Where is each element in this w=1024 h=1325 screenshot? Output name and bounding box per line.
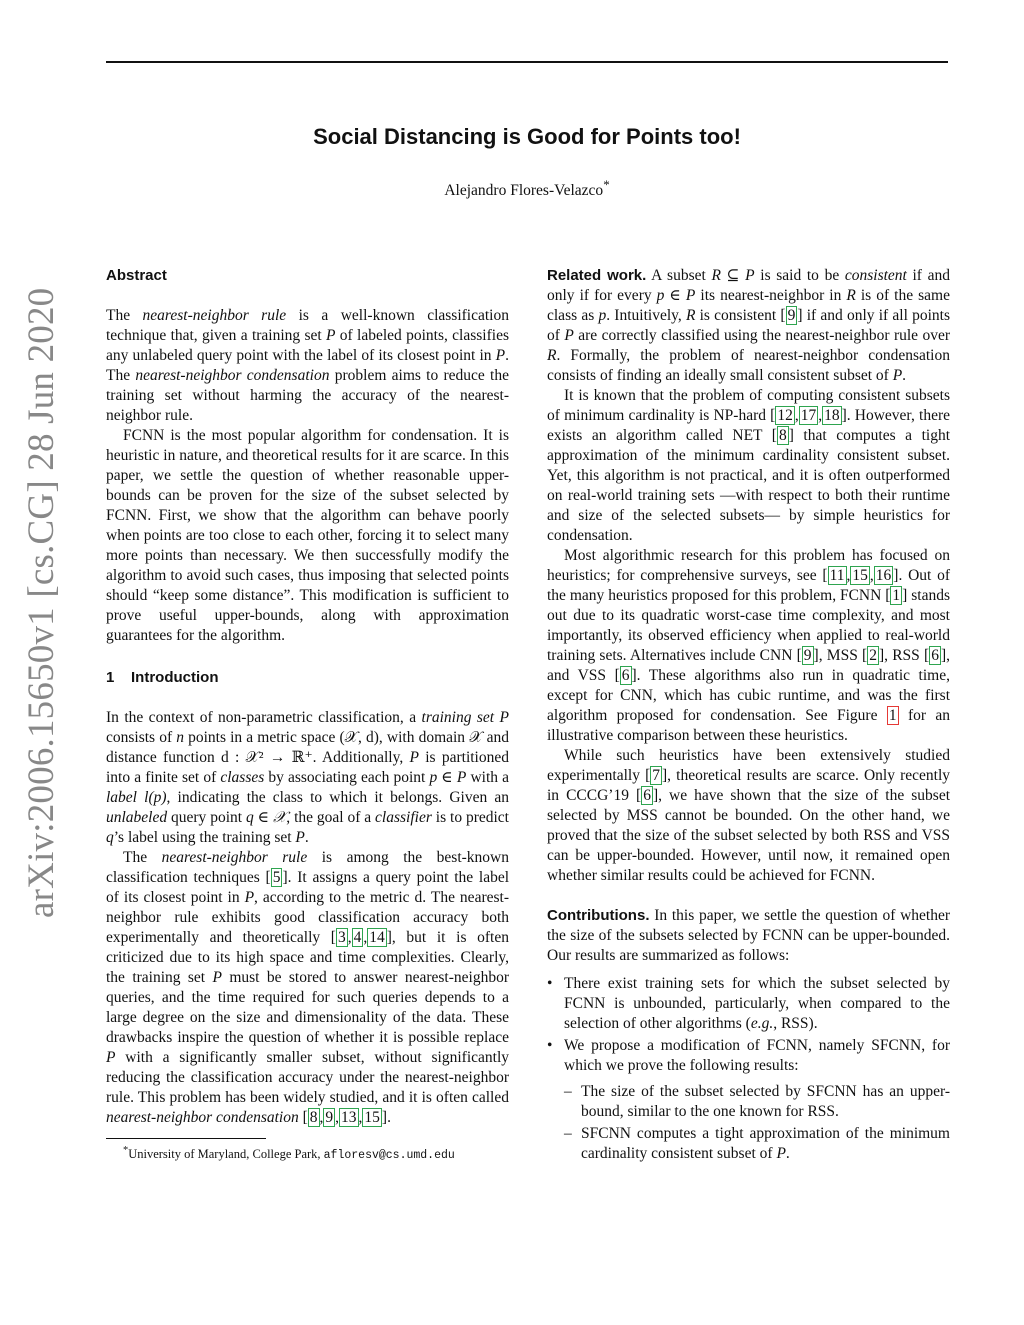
arxiv-side-label: arXiv:2006.15650v1 [cs.CG] 28 Jun 2020 — [21, 287, 62, 918]
citation-link[interactable]: 8 — [778, 427, 787, 444]
related-work-paragraph-2: It is known that the problem of computing consistent subsets of minimum cardinality is NP-hard [ 12 , 17 , 18 ]. However, there exists an algorithm called NET [ 8 ] that computes a tight approximation of the minimum cardinality consistent subset. Yet, this algorithm is not practical, and it is often outperformed on real-world training sets —with respect to both their runtime and size of the selected subsets— by simple heuristics for condensation. — [547, 387, 950, 544]
paragraph-gap — [547, 886, 950, 906]
citation-link[interactable]: 8 — [309, 1109, 318, 1126]
citation-link[interactable]: 17 — [800, 407, 817, 424]
section-title: Introduction — [131, 669, 219, 686]
author-email[interactable]: afloresv@cs.umd.edu — [323, 1149, 455, 1163]
top-rule — [106, 61, 948, 63]
contributions-heading: Contributions. — [547, 907, 650, 924]
footnote: *University of Maryland, College Park, afloresv@cs.umd.edu — [123, 1145, 455, 1163]
section-heading-introduction — [106, 668, 509, 688]
citation-link[interactable]: 6 — [621, 667, 630, 684]
paper-title: Social Distancing is Good for Points too! — [313, 124, 741, 149]
figure-link[interactable]: 1 — [888, 707, 897, 724]
citation-link[interactable]: 11 — [829, 567, 845, 584]
related-work-paragraph-3: Most algorithmic research for this problem has focused on heuristics; for comprehensive surveys, see [ 11 , 15 , 16 ]. Out of the many heuristics proposed for this problem, FCNN [ 1 ] stands out due to its quadratic worst-case time complexity, and most importantly, its observed efficiency when applied to real-world training sets. Alternatives include CNN [ 9 ], MSS [ 2 ], RSS [ 6 ], and VSS [ 6 ]. These algorithms also run in quadratic time, except for CNN, which has cubic runtime, and was the first algorithm proposed for condensation. See Figure 1 for an illustrative comparison between these heuristics. — [547, 547, 950, 744]
intro-paragraph-1: In the context of non-parametric classification, a training set P consists of n points in a metric space (𝒳, d), with domain 𝒳 and distance function d : 𝒳² → ℝ⁺. Additionally, P is partitioned into a finite set of classes by associating each point p ∈ P with a label l(p), indicating the class to which it belongs. Given an unlabeled query point q ∈ 𝒳, the goal of a classifier is to predict q’s label using the training set P. — [106, 709, 510, 846]
citation-link[interactable]: 16 — [875, 567, 892, 584]
abstract-paragraph-2: FCNN is the most popular algorithm for condensation. It is heuristic in nature, and theoretical results for it are scarce. In this paper, we settle the question of whether reasonable upper-bounds can be proven for the size of the subset selected by FCNN. First, we show that the algorithm can behave poorly when points are too close to each other, forcing it to select many more points than necessary. We then successfully modify the algorithm to avoid such cases, thus imposing that selected points should “keep some distance”. This modification is sufficient to prove useful upper-bounds, along with approximation guarantees for the algorithm. — [106, 427, 509, 644]
citation-link[interactable]: 5 — [272, 869, 281, 886]
citation-link[interactable]: 14 — [369, 929, 385, 946]
list-item: – SFCNN computes a tight approximation of the minimum cardinality consistent subset of P. — [581, 1124, 950, 1164]
intro-paragraph-2: The nearest-neighbor rule is among the best-known classification techniques [ 5 ]. It assigns a query point the label of its closest point in P, according to the metric d. The nearest-neighbor rule exhibits good classification accuracy both experimentally and theoretically [ 3 , 4 , 14 ], but it is often criticized due to its high space and time complexities. Clearly, the training set P must be stored to answer nearest-neighbor queries, and the time required for such queries depends to a large degree on the size and dimensionality of the data. These drawbacks inspire the question of whether it is possible replace P with a significantly smaller subset, without significantly reducing the classification accuracy under the nearest-neighbor rule. This problem has been widely studied, and it is often called nearest-neighbor condensation [ 8 , 9 , 13 , 15 ]. — [106, 849, 510, 1126]
left-column — [106, 266, 509, 1164]
citation-link[interactable]: 13 — [341, 1109, 357, 1126]
citation-link[interactable]: 12 — [777, 407, 793, 424]
author-name: Alejandro Flores-Velazco — [444, 182, 604, 200]
section-number: 1 — [106, 669, 115, 686]
abstract-heading: Abstract — [106, 267, 167, 284]
footnote-rule — [106, 1138, 266, 1139]
abstract-paragraph-1: The nearest-neighbor rule is a well-known classification technique that, given a training set P of labeled points, classifies any unlabeled query point with the label of its closest point in P. The nearest-neighbor condensation problem aims to reduce the training set without harming the accuracy of the nearest-neighbor rule. — [106, 307, 509, 424]
citation-link[interactable]: 9 — [803, 647, 812, 664]
author-line — [106, 177, 948, 200]
citation-link[interactable]: 6 — [643, 787, 651, 804]
related-work-paragraph-4: While such heuristics have been extensively studied experimentally [ 7 ], theoretical results are scarce. Only recently in CCCG’19 [ 6 ], we have shown that the size of the subset selected by MSS cannot be bounded. On the other hand, we proved that the size of the subset selected by both RSS and VSS can be upper-bounded. However, until now, it remained open whether similar results could be achieved for FCNN. — [547, 747, 950, 884]
citation-link[interactable]: 15 — [852, 567, 868, 584]
sub-list — [564, 1082, 950, 1164]
citation-link[interactable]: 9 — [787, 307, 796, 324]
list-item: • We propose a modification of FCNN, namely SFCNN, for which we prove the following results: – The size of the subset selected by SFCNN has an upper-bound, similar to the one known for RSS. – SFCNN computes a tight approximation of the minimum cardinality consistent subset of P. — [564, 1036, 950, 1164]
related-work-heading: Related work. — [547, 267, 647, 284]
related-work-paragraph-1: Related work. A subset R ⊆ P is said to be consistent if and only if for every p ∈ P its nearest-neighbor in R is of the same class as p. Intuitively, R is consistent [ 9 ] if and only if all points of P are correctly classified using the nearest-neighbor rule over R. Formally, the problem of nearest-neighbor condensation consists of finding an ideally small consistent subset of P. — [547, 267, 951, 384]
right-column — [547, 266, 950, 1166]
citation-link[interactable]: 18 — [824, 407, 840, 424]
citation-link[interactable]: 6 — [931, 647, 939, 664]
list-item: • There exist training sets for which the subset selected by FCNN is unbounded, particularly, when compared to the selection of other algorithms (e.g., RSS). — [564, 974, 950, 1034]
citation-link[interactable]: 3 — [337, 929, 346, 946]
citation-link[interactable]: 9 — [325, 1109, 334, 1126]
author-footnote-mark[interactable]: * — [603, 177, 610, 192]
citation-link[interactable]: 7 — [652, 767, 660, 784]
citation-link[interactable]: 4 — [353, 929, 362, 946]
citation-link[interactable]: 1 — [892, 587, 901, 604]
contributions-paragraph: Contributions. In this paper, we settle the question of whether the size of the subsets selected by FCNN can be upper-bounded. Our results are summarized as follows: — [547, 907, 950, 964]
contributions-list — [547, 974, 950, 1164]
citation-link[interactable]: 2 — [869, 647, 877, 664]
list-item: – The size of the subset selected by SFCNN has an upper-bound, similar to the one known for RSS. — [581, 1082, 950, 1122]
citation-link[interactable]: 15 — [364, 1109, 380, 1126]
